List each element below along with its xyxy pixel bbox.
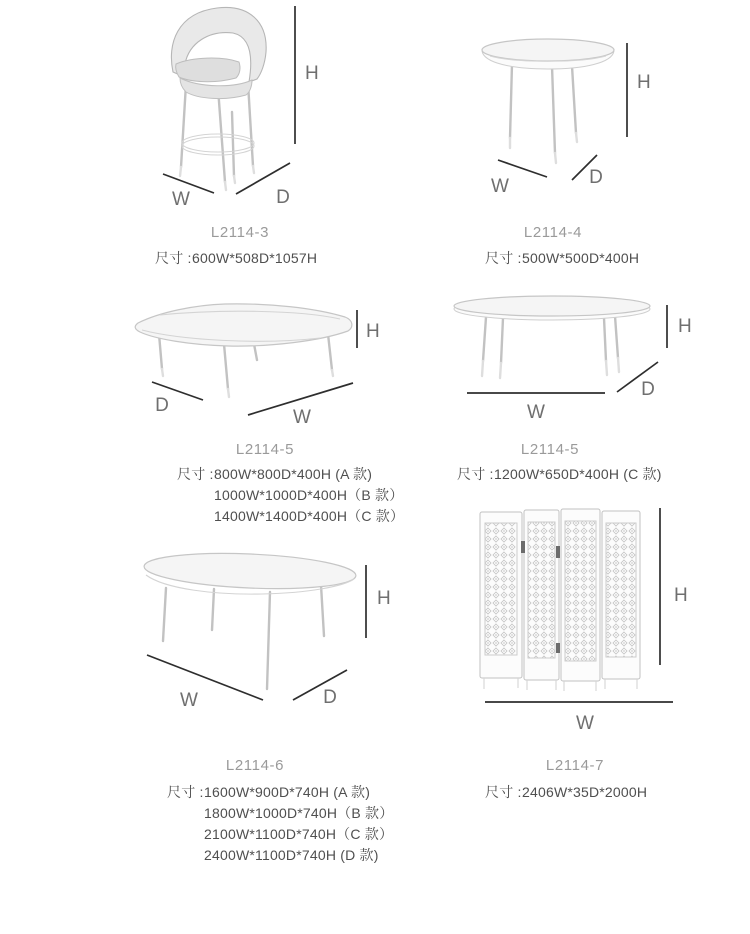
width-dim-line xyxy=(498,160,547,177)
height-label: H xyxy=(637,72,651,93)
width-label: W xyxy=(172,189,190,210)
table-top xyxy=(143,549,356,594)
screen-panel xyxy=(602,511,640,689)
depth-dim-line xyxy=(293,670,347,700)
spec-label: 尺寸 : xyxy=(177,466,214,482)
height-label: H xyxy=(678,316,692,337)
folding-screen-sketch xyxy=(460,495,690,745)
spec-label: 尺寸 : xyxy=(167,784,204,800)
spec-value: 2406W*35D*2000H xyxy=(522,784,648,800)
hinge xyxy=(556,546,560,558)
depth-label: D xyxy=(276,187,290,208)
product-model: L2114-7 xyxy=(545,757,605,774)
product-specs xyxy=(177,464,404,527)
spec-value: 1400W*1400D*400H（C 款） xyxy=(214,508,405,524)
width-label: W xyxy=(180,690,198,711)
product-model: L2114-3 xyxy=(210,224,270,241)
product-card-l2114-3 xyxy=(130,0,450,280)
height-label: H xyxy=(377,588,391,609)
product-model: L2114-5 xyxy=(235,441,295,458)
spec-line xyxy=(177,485,404,506)
spec-line xyxy=(167,782,393,803)
product-card-l2114-5a xyxy=(120,290,440,535)
depth-label: D xyxy=(589,167,603,188)
product-specs xyxy=(457,464,662,485)
height-label: H xyxy=(305,63,319,84)
product-model: L2114-5 xyxy=(520,441,580,458)
spec-line xyxy=(177,464,404,485)
hinge xyxy=(556,643,560,653)
spec-value: 1000W*1000D*400H（B 款） xyxy=(214,487,404,503)
product-card-l2114-6 xyxy=(120,545,420,875)
product-specs xyxy=(167,782,393,866)
spec-value: 600W*508D*1057H xyxy=(192,250,318,266)
product-specs xyxy=(155,248,317,269)
table-legs xyxy=(482,316,619,378)
spec-value: 2100W*1100D*740H（C 款） xyxy=(204,826,394,842)
spec-line xyxy=(457,464,662,485)
height-label: H xyxy=(366,321,380,342)
spec-label: 尺寸 : xyxy=(485,784,522,800)
table-top xyxy=(135,304,352,346)
spec-value: 1800W*1000D*740H（B 款） xyxy=(204,805,394,821)
spec-line xyxy=(177,506,404,527)
spec-label: 尺寸 : xyxy=(457,466,494,482)
screen-panels xyxy=(480,509,640,691)
oval-dining-table-sketch xyxy=(120,545,400,730)
spec-line xyxy=(485,248,639,269)
product-model: L2114-4 xyxy=(523,224,583,241)
spec-value: 1200W*650D*400H (C 款) xyxy=(494,466,662,482)
product-specs xyxy=(485,782,647,803)
product-specs xyxy=(485,248,639,269)
table-legs xyxy=(510,64,577,163)
oval-coffee-table-sketch xyxy=(440,285,700,430)
hinge xyxy=(521,541,525,553)
spec-value: 1600W*900D*740H (A 款) xyxy=(204,784,371,800)
spec-label: 尺寸 : xyxy=(485,250,522,266)
screen-panel xyxy=(480,512,522,689)
screen-panel xyxy=(561,509,600,691)
screen-panel xyxy=(524,510,559,690)
spec-line xyxy=(485,782,647,803)
table-top xyxy=(482,39,614,69)
width-label: W xyxy=(576,713,594,734)
height-label: H xyxy=(674,585,688,606)
product-card-l2114-4 xyxy=(450,0,710,280)
depth-label: D xyxy=(155,395,169,416)
spec-value: 800W*800D*400H (A 款) xyxy=(214,466,373,482)
spec-value: 2400W*1100D*740H (D 款) xyxy=(204,847,379,863)
product-model: L2114-6 xyxy=(225,757,285,774)
width-dim-line xyxy=(147,655,263,700)
product-card-l2114-7 xyxy=(460,495,700,825)
depth-label: D xyxy=(323,687,337,708)
width-label: W xyxy=(527,402,545,423)
spec-line xyxy=(167,824,393,845)
table-legs xyxy=(163,585,324,689)
bar-stool-shell xyxy=(171,7,266,98)
spec-line xyxy=(167,803,393,824)
bar-stool-sketch xyxy=(140,0,340,215)
width-label: W xyxy=(293,407,311,428)
spec-line xyxy=(155,248,317,269)
spec-label: 尺寸 : xyxy=(155,250,192,266)
bar-stool-legs xyxy=(180,83,254,190)
spec-line xyxy=(167,845,393,866)
width-label: W xyxy=(491,176,509,197)
square-coffee-table-sketch xyxy=(120,290,380,435)
table-top xyxy=(454,296,650,320)
depth-label: D xyxy=(641,379,655,400)
round-side-table-sketch xyxy=(460,20,680,200)
spec-value: 500W*500D*400H xyxy=(522,250,640,266)
